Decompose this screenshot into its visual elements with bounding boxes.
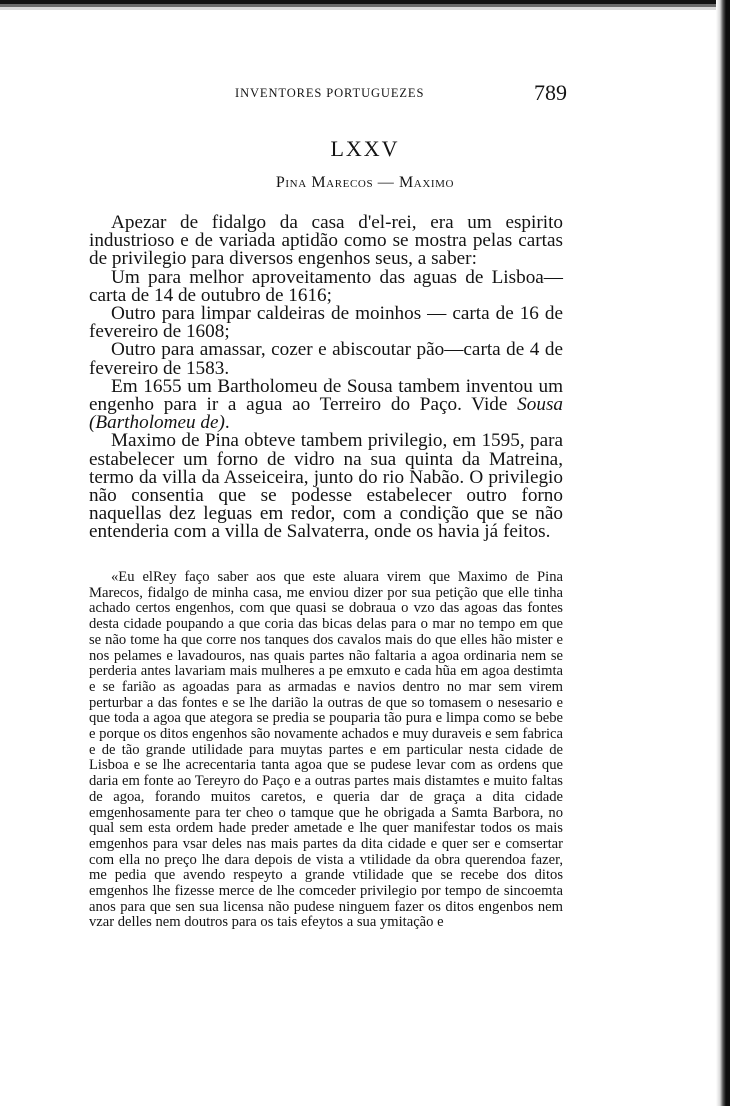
paragraph: Um para melhor aproveitamento das aguas de Lisboa—carta de 14 de outubro de 1616; [89, 266, 563, 306]
paragraph-text: Em 1655 um Bartholomeu de Sousa tambem inventou um engenho para ir a agua ao Terreiro do Paço. Vide [89, 375, 563, 416]
page-number: 789 [534, 80, 567, 105]
paragraph: Apezar de fidalgo da casa d'el-rei, era um espirito industrioso e de variada aptidão como se mostra pelas cartas de privilegio para diversos engenhos seus, a saber: [89, 212, 563, 270]
paragraph: Maximo de Pina obteve tambem privilegio, em 1595, para estabelecer um forno de vidro na sua quinta da Matreina, termo da villa da Asseiceira, junto do rio Nabão. O privilegio não consentia que se podesse estabelecer outro forno naquellas dez leguas em redor, com a condição que se não entenderia com a villa de Salvaterra, onde os havia já feitos. [89, 430, 563, 543]
paragraph: Outro para limpar caldeiras de moinhos — carta de 16 de fevereiro de 1608; [89, 303, 563, 343]
running-header [0, 82, 730, 106]
paragraph-text: . [224, 412, 230, 434]
scan-right-edge [716, 0, 730, 1106]
main-text [89, 214, 563, 542]
chapter-title: Pina Marecos — Maximo [275, 174, 455, 191]
paragraph: Outro para amassar, cozer e abiscoutar pão—carta de 4 de fevereiro de 1583. [89, 339, 563, 379]
quoted-document [89, 570, 563, 931]
scan-top-edge [0, 0, 730, 14]
chapter-number: LXXV [330, 136, 400, 161]
paragraph [89, 375, 563, 434]
quote-paragraph: «Eu elRey faço saber aos que este aluara virem que Maximo de Pina Marecos, fidalgo de minha casa, me enviou dizer por sua petição que elle tinha achado certos engenhos, com que quasi se dobraua o vzo das agoas das fontes desta cidade poupando a que coria das bicas delas para o mar no tempo em que se não tome ha que corre nos tanques dos cavalos mais do que elles hão mister e nos pelames e lavadouros, nas quais partes não faltaria a agoa ordinaria nem se perderia antes lavariam mais mulheres a pe emxuto e cada hũa em agoa destimta e se farião as agoadas para as armadas e navios dentro no mar sem virem perturbar a das fontes e se lhe darião la outras de que so tomasem o nesesario e que toda a agoa que ategora se predia se pouparia tão pura e limpa como se bebe e porque os ditos engenhos são novamente achados e muy duraveis e sem fabrica e de tão grande utilidade para muytas partes e em particular nesta cidade de Lisboa e se lhe acrecentaria tanta agoa que se pudese levar com as ordens que daria em fonte ao Tereyro do Paço e a outras partes mais distamtes e muito faltas de agoa, forando muitos caretos, e queria dar de graça a dita cidade emgenhosamente para ter cheo o tamque que he obrigada a Samta Barbora, no qual sem esta ordem hade preder ametade e lhe quer manifestar todos os mais emgenhos para vsar deles nas mais partes da dita cidade e quer ser e comsertar com ella no preço lhe dara depois de vista a vtilidade da obra querendoa fazer, me pedia que avendo respeyto a grande vtilidade que se recebe dos ditos emgenhos lhe fizesse merce de lhe comceder privilegio por tempo de sincoemta anos para que sen sua licensa não pudese ninguem fazer os ditos engenbos nem vzar delles nem doutros para os tais efeytos a sua ymitação e [89, 569, 563, 931]
cross-reference: Sousa (Bartholomeu de) [89, 394, 563, 434]
running-title: INVENTORES PORTUGUEZES [235, 86, 425, 100]
